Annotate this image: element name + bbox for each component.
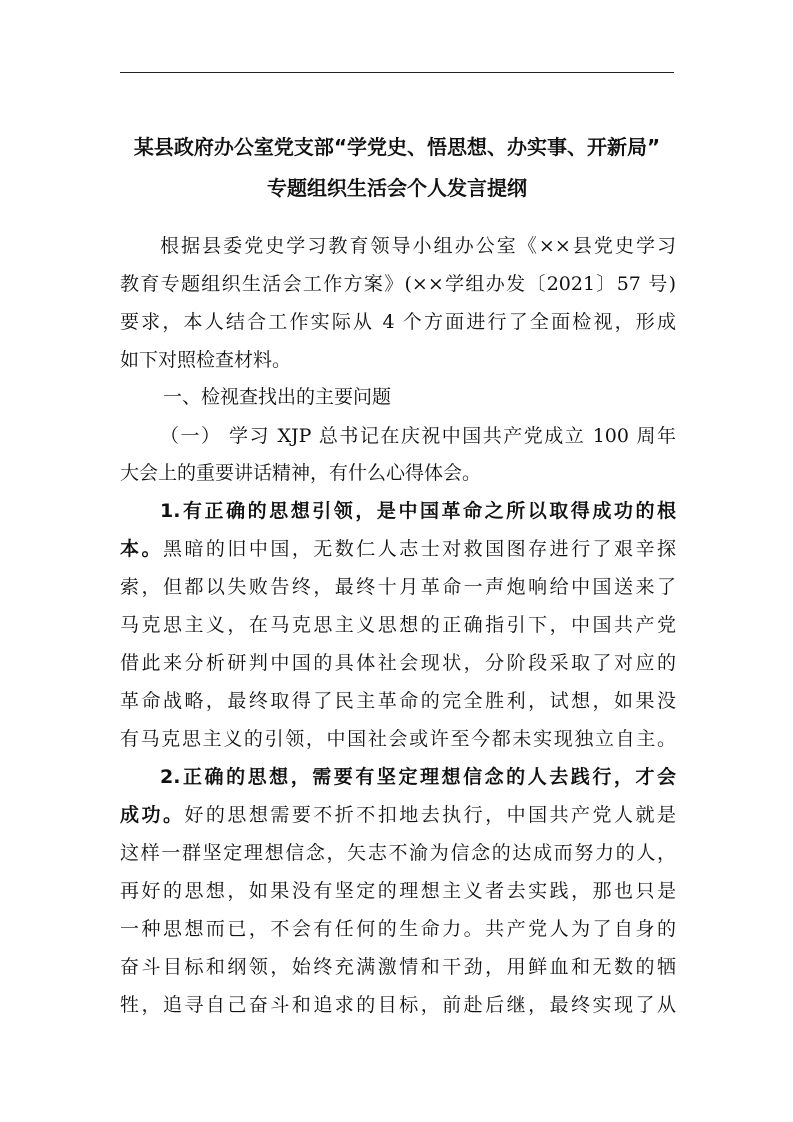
point-2-heading-end: 成功。 xyxy=(120,804,185,826)
point-1-heading-end: 本。 xyxy=(120,538,163,560)
section-heading: 一、检视查找出的主要问题 xyxy=(163,386,392,408)
page-title-line-1: 某县政府办公室党支部“学党史、悟思想、办实事、开新局” xyxy=(133,135,661,159)
point-1-text: 黑暗的旧中国，无数仁人志士对救国图存进行了艰辛探 xyxy=(162,538,676,560)
header-rule xyxy=(120,72,674,73)
point-2-line: 奋斗目标和纲领，始终充满激情和干劲，用鲜血和无数的牺 xyxy=(120,956,676,978)
point-1-line: 有马克思主义的引领，中国社会或许至今都未实现独立自主。 xyxy=(120,728,676,750)
point-1-line: 革命战略，最终取得了民主革命的完全胜利，试想，如果没 xyxy=(120,690,676,712)
point-2-heading: 2.正确的思想，需要有坚定理想信念的人去践行，才会 xyxy=(160,766,676,788)
point-2-line: 这样一群坚定理想信念，矢志不渝为信念的达成而努力的人， xyxy=(120,842,676,864)
intro-line: 根据县委党史学习教育领导小组办公室《××县党史学习 xyxy=(160,235,676,257)
intro-line: 要求，本人结合工作实际从 4 个方面进行了全面检视，形成 xyxy=(120,311,676,333)
intro-line: 教育专题组织生活会工作方案》(××学组办发〔2021〕57 号) xyxy=(120,273,676,295)
point-2-line: 一种思想而已，不会有任何的生命力。共产党人为了自身的 xyxy=(120,918,676,940)
point-2-line xyxy=(120,802,676,828)
point-1-heading: 1.有正确的思想引领，是中国革命之所以取得成功的根 xyxy=(160,500,676,522)
subsection-line: 大会上的重要讲话精神，有什么心得体会。 xyxy=(120,462,482,484)
point-1-line: 借此来分析研判中国的具体社会现状，分阶段采取了对应的 xyxy=(120,652,676,674)
point-2-text: 好的思想需要不折不扣地去执行，中国共产党人就是 xyxy=(184,804,676,826)
subsection-line: （一） 学习 XJP 总书记在庆祝中国共产党成立 100 周年 xyxy=(160,425,676,447)
intro-line: 如下对照检查材料。 xyxy=(120,349,292,371)
point-2-line: 再好的思想，如果没有坚定的理想主义者去实践，那也只是 xyxy=(120,880,676,902)
point-1-line: 索，但都以失败告终，最终十月革命一声炮响给中国送来了 xyxy=(120,576,676,598)
point-1-line: 马克思主义，在马克思主义思想的正确指引下，中国共产党 xyxy=(120,614,676,636)
page-title-line-2: 专题组织生活会个人发言提纲 xyxy=(267,176,527,200)
point-2-line: 牲，追寻自己奋斗和追求的目标，前赴后继，最终实现了从 xyxy=(120,994,676,1016)
point-1-line xyxy=(120,536,676,562)
